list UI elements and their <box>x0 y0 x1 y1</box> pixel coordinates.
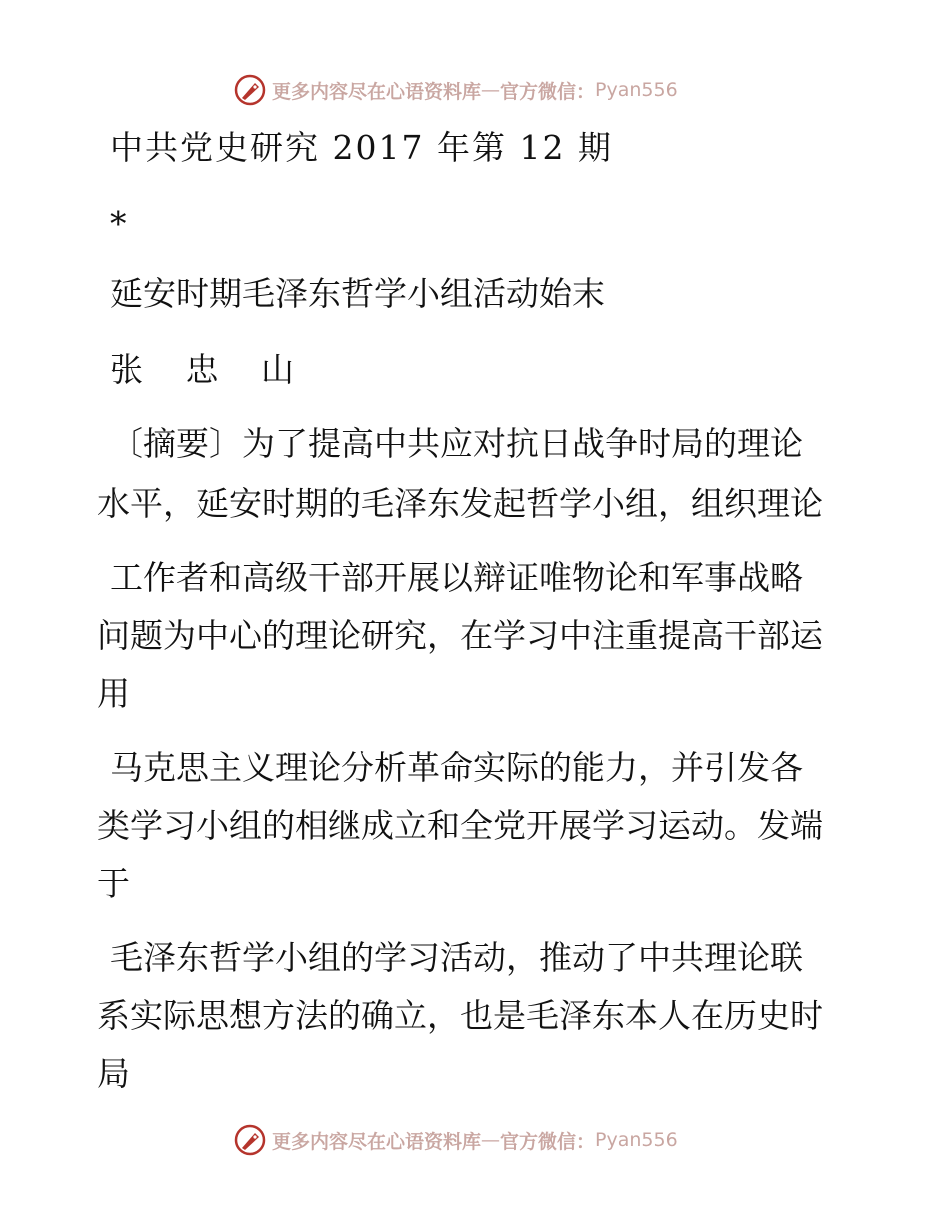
abstract-line: 马克思主义理论分析革命实际的能力，并引发各 <box>110 748 803 787</box>
watermark-site-text: 更多内容尽在心语资料库 <box>272 1130 482 1153</box>
abstract-line: 毛泽东哲学小组的学习活动，推动了中共理论联 <box>110 938 803 977</box>
abstract-line: 问题为中心的理论研究，在学习中注重提高干部运 <box>97 616 823 655</box>
watermark-footer <box>233 1122 678 1158</box>
article-title: 延安时期毛泽东哲学小组活动始末 <box>110 274 605 313</box>
abstract-line: 用 <box>97 674 130 713</box>
watermark-wechat-id: Pyan556 <box>595 79 678 101</box>
watermark-wechat-label: 官方微信： <box>500 1130 596 1153</box>
abstract-line: 工作者和高级干部开展以辩证唯物论和军事战略 <box>110 558 803 597</box>
watermark-dash: — <box>481 79 501 101</box>
journal-issue: 中共党史研究 2017 年第 12 期 <box>110 128 613 167</box>
pen-nib-logo-icon <box>233 1123 267 1157</box>
pen-nib-logo-icon <box>233 73 267 107</box>
watermark-header <box>233 72 678 108</box>
watermark-wechat-label: 官方微信： <box>500 80 596 103</box>
author-name: 张 忠 山 <box>110 350 310 389</box>
watermark-dash: — <box>481 1129 501 1151</box>
watermark-site-text: 更多内容尽在心语资料库 <box>272 80 482 103</box>
abstract-line: 局 <box>97 1054 130 1093</box>
abstract-line: 系实际思想方法的确立，也是毛泽东本人在历史时 <box>97 996 823 1035</box>
footnote-marker: * <box>110 204 127 243</box>
abstract-line: 类学习小组的相继成立和全党开展学习运动。发端 <box>97 806 823 845</box>
abstract-line: 于 <box>97 864 130 903</box>
abstract-line: 〔摘要〕为了提高中共应对抗日战争时局的理论 <box>110 424 803 463</box>
abstract-line: 水平，延安时期的毛泽东发起哲学小组，组织理论 <box>97 484 823 523</box>
watermark-wechat-id: Pyan556 <box>595 1129 678 1151</box>
